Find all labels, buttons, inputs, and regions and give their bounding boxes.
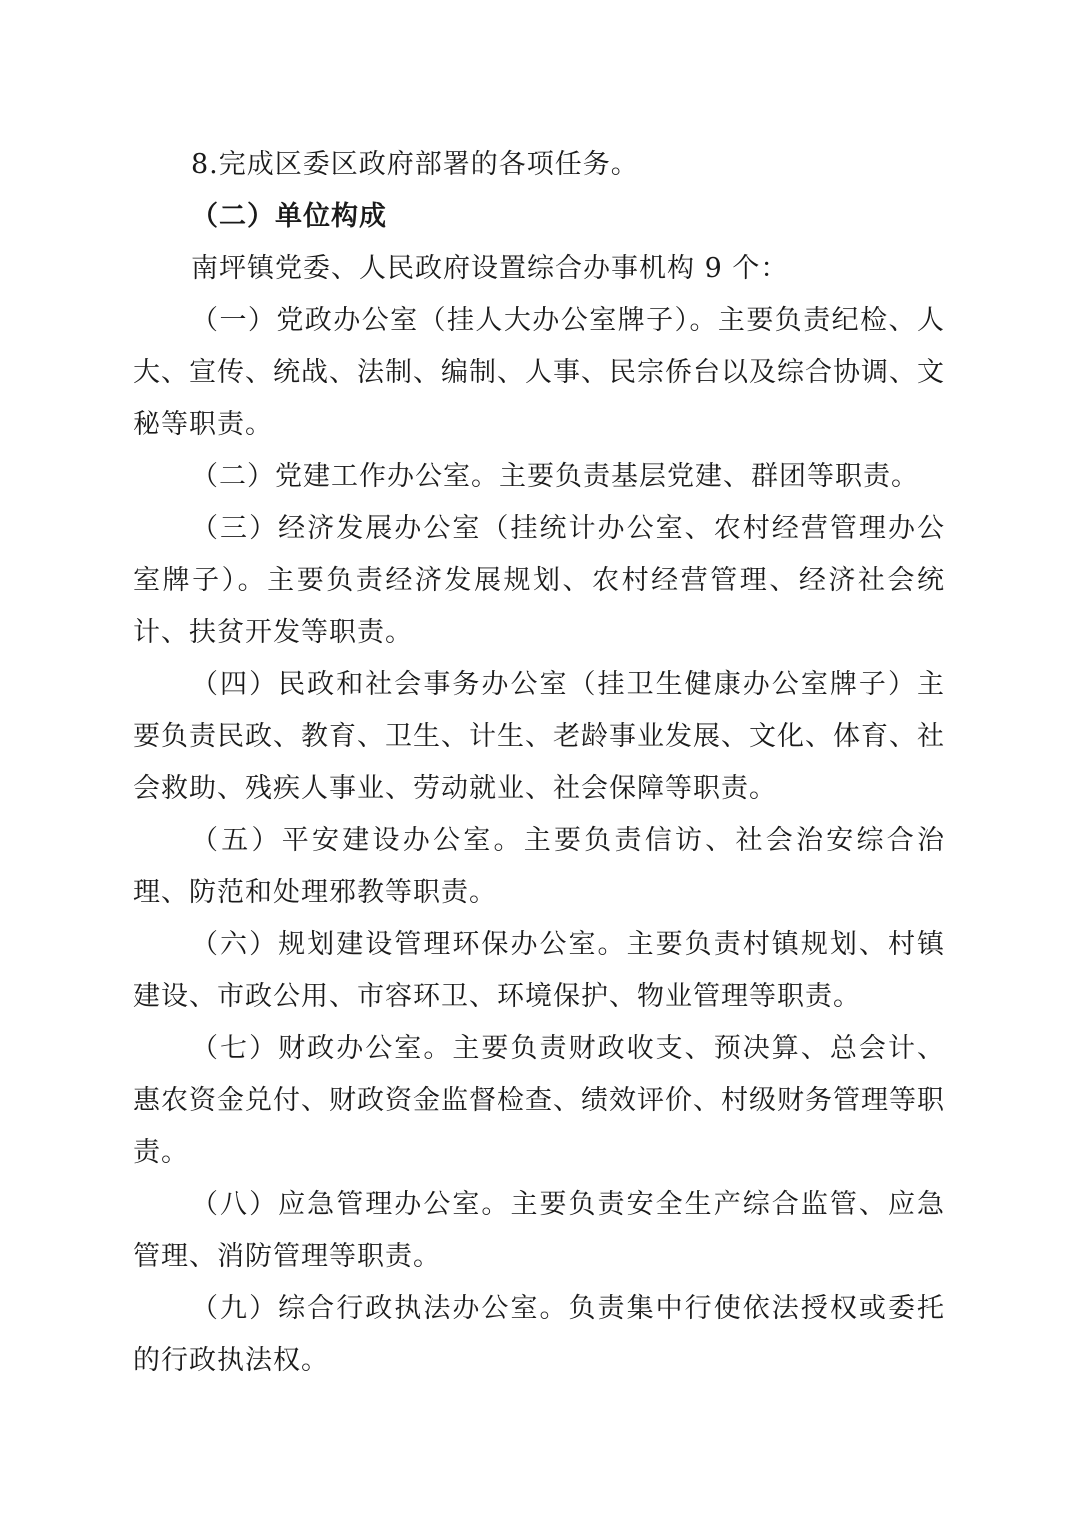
paragraph-office-2: （二）党建工作办公室。主要负责基层党建、群团等职责。	[191, 461, 919, 492]
paragraph-office-6: （六）规划建设管理环保办公室。主要负责村镇规划、村镇建设、市政公用、市容环卫、环境保护、物业管理等职责。	[133, 929, 945, 1012]
paragraph-office-3: （三）经济发展办公室（挂统计办公室、农村经营管理办公室牌子）。主要负责经济发展规划、农村经营管理、经济社会统计、扶贫开发等职责。	[133, 513, 945, 648]
section-heading-unit-composition: （二）单位构成	[191, 201, 387, 232]
paragraph-office-8: （八）应急管理办公室。主要负责安全生产综合监管、应急管理、消防管理等职责。	[133, 1189, 945, 1272]
paragraph-office-1: （一）党政办公室（挂人大办公室牌子）。主要负责纪检、人大、宣传、统战、法制、编制、人事、民宗侨台以及综合协调、文秘等职责。	[133, 305, 945, 440]
paragraph-task-8: 8.完成区委区政府部署的各项任务。	[191, 149, 639, 180]
document-body	[133, 139, 945, 1387]
paragraph-office-4: （四）民政和社会事务办公室（挂卫生健康办公室牌子）主要负责民政、教育、卫生、计生、老龄事业发展、文化、体育、社会救助、残疾人事业、劳动就业、社会保障等职责。	[133, 669, 945, 804]
paragraph-office-5: （五）平安建设办公室。主要负责信访、社会治安综合治理、防范和处理邪教等职责。	[133, 825, 945, 908]
paragraph-office-7: （七）财政办公室。主要负责财政收支、预决算、总会计、惠农资金兑付、财政资金监督检查、绩效评价、村级财务管理等职责。	[133, 1033, 945, 1168]
paragraph-institutions-intro: 南坪镇党委、人民政府设置综合办事机构 9 个：	[191, 253, 789, 284]
paragraph-office-9: （九）综合行政执法办公室。负责集中行使依法授权或委托的行政执法权。	[133, 1293, 945, 1376]
